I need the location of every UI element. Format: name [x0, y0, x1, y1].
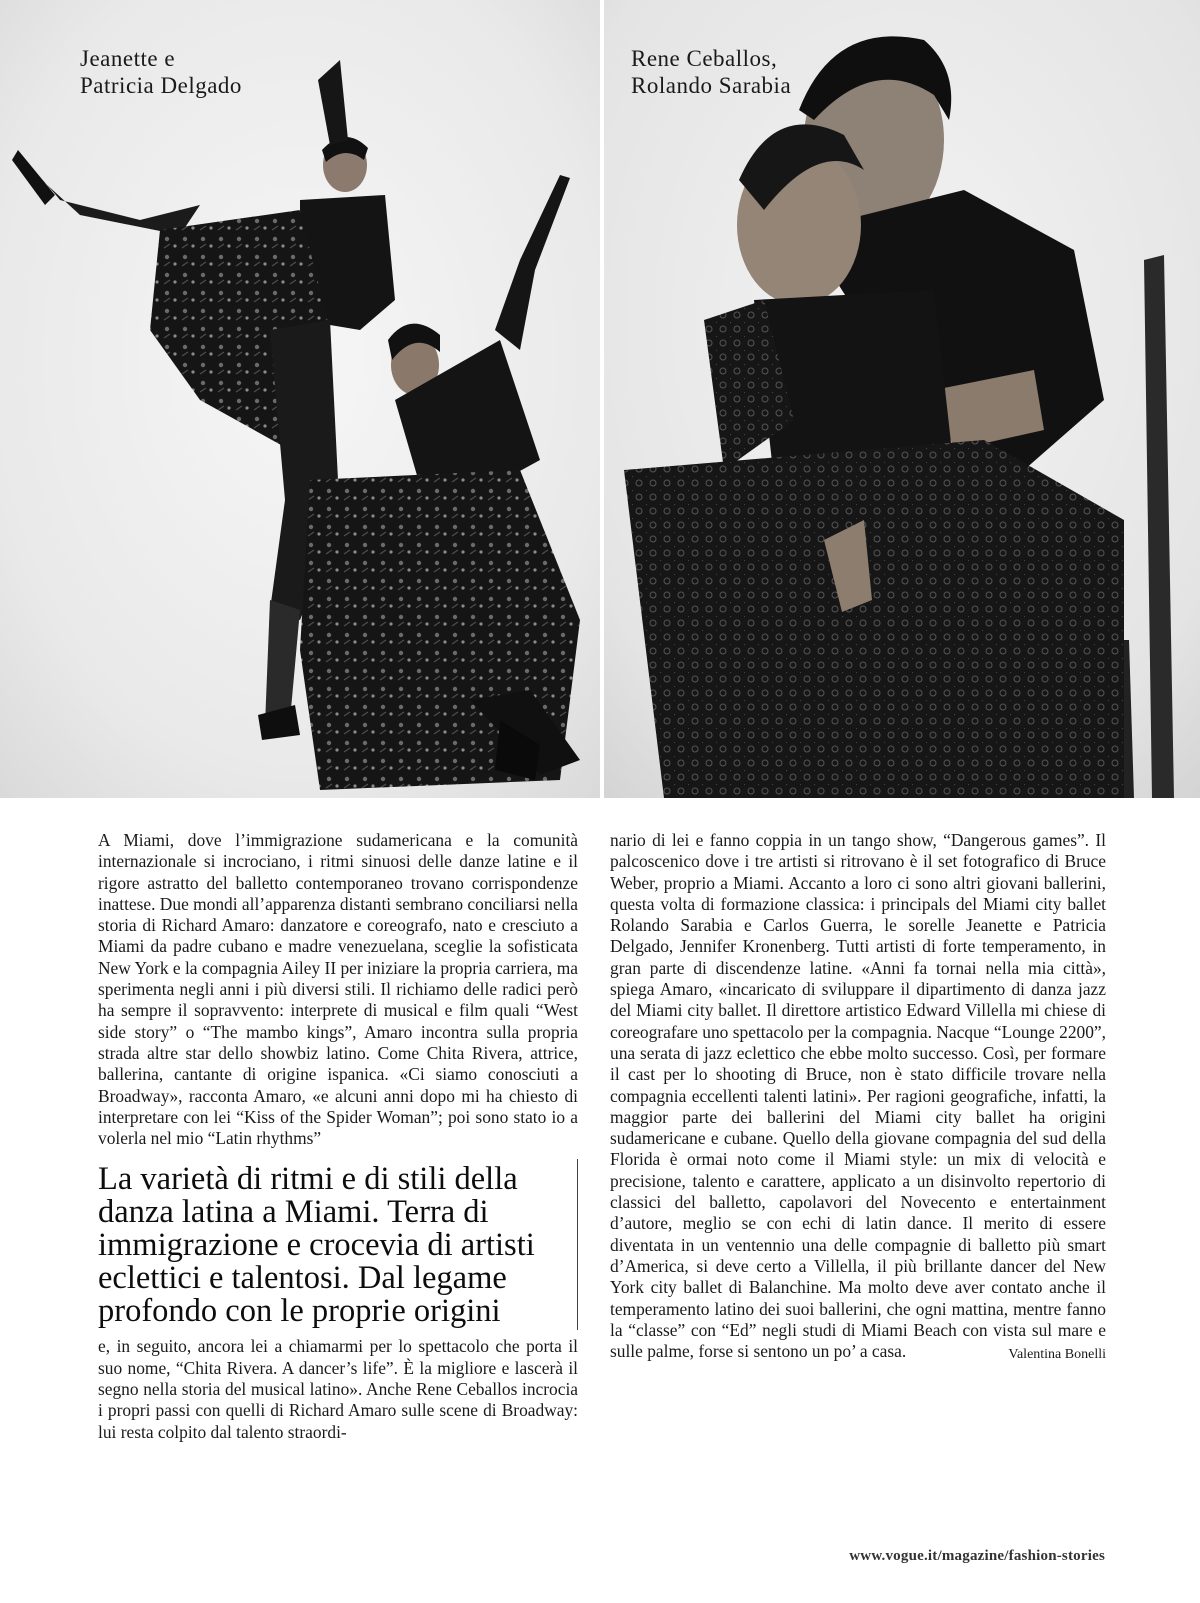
photo-caption-left: [80, 45, 242, 99]
article-column-left: [98, 830, 578, 1443]
caption-left-line2: Patricia Delgado: [80, 73, 242, 98]
pull-quote-text: La varietà di ritmi e di stili della danza latina a Miami. Terra di immigrazione e crocevia di artisti eclettici e talentosi. Dal legame profondo con le proprie origini: [98, 1161, 535, 1330]
article-paragraph: e, in seguito, ancora lei a chiamarmi per lo spettacolo che porta il suo nome, “Chita Rivera. A dancer’s life”. È la migliore e lascerà il segno nella storia del musical latino». Anche Rene Ceballos incrocia i propri passi con quelli di Richard Amaro sulle scene di Broadway: lui resta colpito dal talento straordi-: [98, 1336, 578, 1442]
caption-right-line1: Rene Ceballos,: [631, 46, 778, 71]
photo-ceballos-sarabia: [604, 0, 1200, 798]
article-column-right: [610, 830, 1106, 1365]
photo-delgado-sisters: [0, 0, 600, 798]
author-signature: Valentina Bonelli: [1008, 1347, 1106, 1363]
photo-caption-right: [631, 45, 791, 99]
article-paragraph: A Miami, dove l’immigrazione sudamericana e la comunità internazionale si incrociano, i ritmi sinuosi delle danze latine e il rigore astratto del balletto contemporaneo trovano corrispondenze inattese. Due mondi all’apparenza distanti sembrano conciliarsi nella storia di Richard Amaro: danzatore e coreografo, nato e cresciuto a Miami da padre cubano e madre venezuelana, sceglie la sofisticata New York e la compagnia Ailey II per iniziare la propria carriera, ma sperimenta negli anni i più diversi stili. Il richiamo delle radici però ha sempre il sopravvento: interprete di musical e film quali “West side story” o “The mambo kings”, Amaro incontra sulla propria strada altre star dello showbiz latino. Come Chita Rivera, attrice, ballerina, cantante di origine ispanica. «Ci siamo conosciuti a Broadway», racconta Amaro, «e alcuni anni dopo mi ha chiesto di interpretare con lei “Kiss of the Spider Woman”; poi sono stato io a volerla nel mio “Latin rhythms”: [98, 830, 579, 1149]
article-paragraph: [610, 830, 1106, 1362]
article-paragraph-text: nario di lei e fanno coppia in un tango show, “Dangerous games”. Il palcoscenico dove i tre artisti si ritrovano è il set fotografico di Bruce Weber, proprio a Miami. Accanto a loro ci sono altri giovani ballerini, questa volta di formazione classica: i principals del Miami city ballet Rolando Sarabia e Carlos Guerra, le sorelle Jeanette e Patricia Delgado, Jennifer Kronenberg. Tutti artisti di forte temperamento, in gran parte di discendenze latine. «Anni fa tornai nella mia città», spiega Amaro, «incaricato di sviluppare il dipartimento di danza jazz del Miami city ballet. Il direttore artistico Edward Villella mi chiese di coreografare uno spettacolo per la compagnia. Nacque “Lounge 2200”, una serata di jazz eclettico che ebbe molto successo. Così, per formare il cast per lo shooting di Bruce, non è stato difficile trovare nella compagnia eccellenti talenti latini». Per ragioni geografiche, infatti, la maggior parte dei ballerini del Miami city ballet ha origini sudamericane e cubane. Quello della giovane compagnia del sud della Florida è ormai noto come il Miami style: un mix di velocità e precisione, talento e carattere, applicato a un disinvolto repertorio di classici del balletto, capolavori del Novecento e entertainment d’autore, meglio se con echi di latin dance. Il merito di essere diventata in un ventennio una delle compagnie di balletto più smart d’America, si deve certo a Villella, il più brillante dancer del New York city ballet di Balanchine. Ma molto deve aver contato anche il temperamento latino dei suoi ballerini, che ogni mattina, mentre fanno la “classe” con “Ed” negli studi di Miami Beach con vista sul mare e sulle palme, forse si sentono un po’ a casa.: [610, 830, 1106, 1362]
caption-right-line2: Rolando Sarabia: [631, 73, 792, 98]
footer-url[interactable]: www.vogue.it/magazine/fashion-stories: [849, 1548, 1105, 1564]
pull-quote: [98, 1159, 578, 1330]
caption-left-line1: Jeanette e: [80, 46, 176, 71]
